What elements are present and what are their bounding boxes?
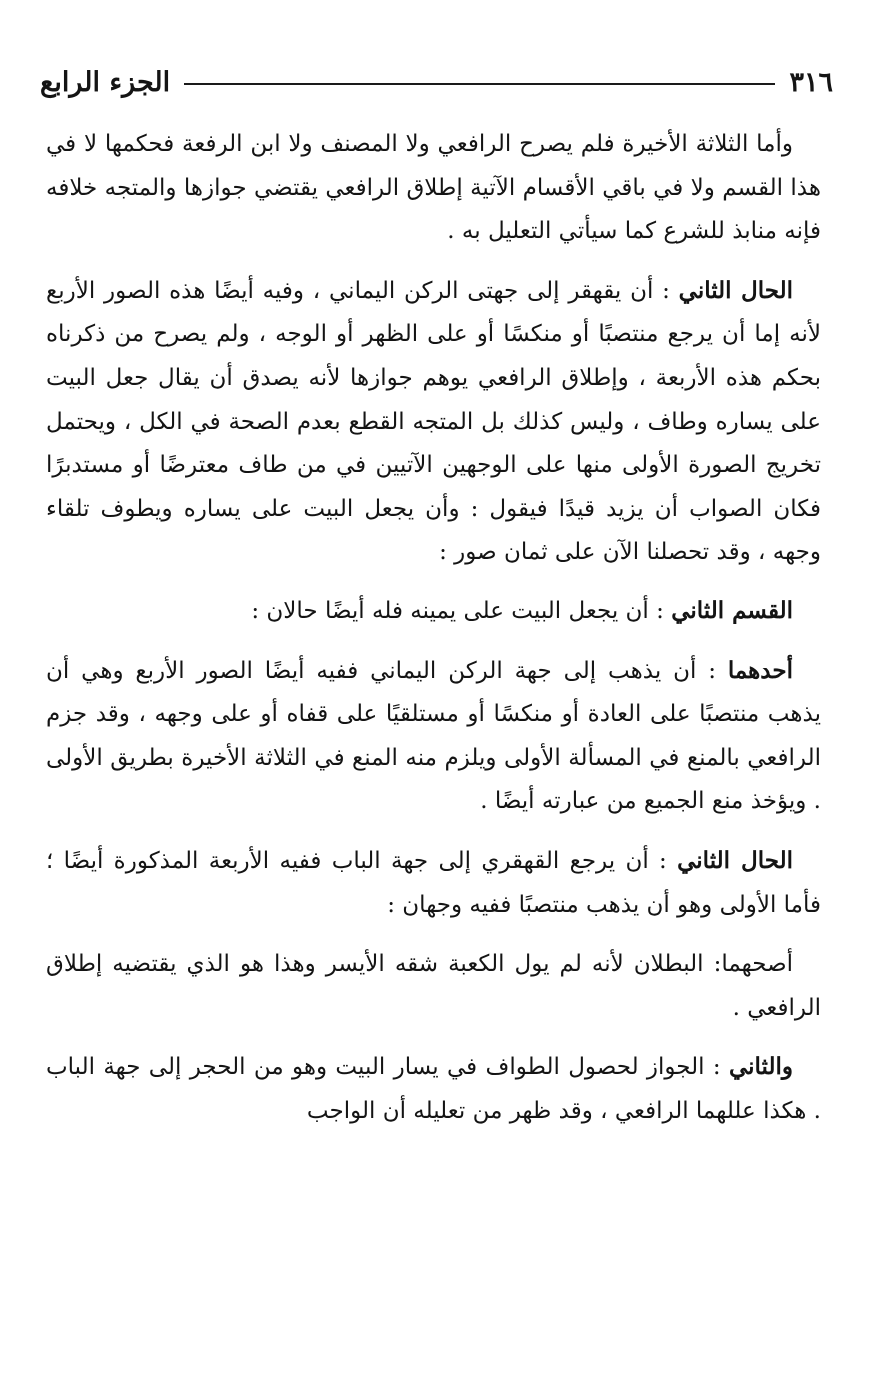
header-rule bbox=[184, 83, 775, 85]
paragraph-lead: أحدهما bbox=[727, 656, 793, 684]
paragraph bbox=[46, 589, 821, 634]
paragraph-lead: الحال الثاني bbox=[678, 276, 794, 304]
paragraph-lead: والثاني bbox=[728, 1053, 793, 1081]
body-text bbox=[46, 122, 821, 1133]
paragraph-text: : أن يذهب إلى جهة الركن اليماني ففيه أيضًا الصور الأربع وهي أن يذهب منتصبًا على العادة أو منكسًا أو مستلقيًا على قفاه أو على وجهه ، وقد جزم الرافعي بالمنع في المسألة الأولى ويلزم منه المنع في الثلاثة الأخيرة بطريق الأولى . ويؤخذ منع الجميع من عبارته أيضًا . bbox=[46, 657, 821, 815]
paragraph bbox=[46, 648, 821, 824]
paragraph bbox=[46, 122, 821, 254]
paragraph-text: : أن يجعل البيت على يمينه فله أيضًا حالان : bbox=[251, 597, 672, 624]
paragraph-text: أصحهما: البطلان لأنه لم يول الكعبة شقه الأيسر وهذا هو الذي يقتضيه إطلاق الرافعي . bbox=[46, 951, 821, 1021]
paragraph bbox=[46, 838, 821, 927]
page-header bbox=[40, 58, 833, 106]
paragraph-text: : أن يقهقر إلى جهتى الركن اليماني ، وفيه أيضًا هذه الصور الأربع لأنه إما أن يرجع منتصبًا أو منكسًا أو على الظهر أو الوجه ، ولم يصرح من ذكرناه بحكم هذه الأربعة ، وإطلاق الرافعي يوهم جوازها لأنه يصدق أن يقال جعل البيت على يساره وطاف ، وليس كذلك بل المتجه القطع بعدم الصحة في الكل ، ويحتمل تخريج الصورة الأولى منها على الوجهين الآتيين في من طاف معترضًا أو مستدبرًا فكان الصواب أن يزيد قيدًا فيقول : وأن يجعل البيت على يساره ويطوف تلقاء وجهه ، وقد تحصلنا الآن على ثمان صور : bbox=[46, 277, 821, 566]
paragraph-lead: الحال الثاني bbox=[677, 846, 793, 874]
paragraph bbox=[46, 1044, 821, 1133]
paragraph-text: وأما الثلاثة الأخيرة فلم يصرح الرافعي ولا المصنف ولا ابن الرفعة فحكمها لا في هذا القسم ولا في باقي الأقسام الآتية إطلاق الرافعي يقتضي جوازها والمتجه خلافه فإنه منابذ للشرع كما سيأتي التعليل به . bbox=[46, 131, 821, 245]
running-head: الجزء الرابع bbox=[40, 66, 171, 98]
paragraph-text: : الجواز لحصول الطواف في يسار البيت وهو من الحجر إلى جهة الباب . هكذا عللهما الرافعي ، وقد ظهر من تعليله أن الواجب bbox=[46, 1054, 821, 1124]
page-number: ٣١٦ bbox=[789, 66, 833, 98]
paragraph-lead: القسم الثاني bbox=[671, 596, 793, 624]
paragraph bbox=[46, 941, 821, 1030]
paragraph bbox=[46, 268, 821, 575]
paragraph-text: : أن يرجع القهقري إلى جهة الباب ففيه الأربعة المذكورة أيضًا ؛ فأما الأولى وهو أن يذهب منتصبًا ففيه وجهان : bbox=[46, 847, 821, 918]
